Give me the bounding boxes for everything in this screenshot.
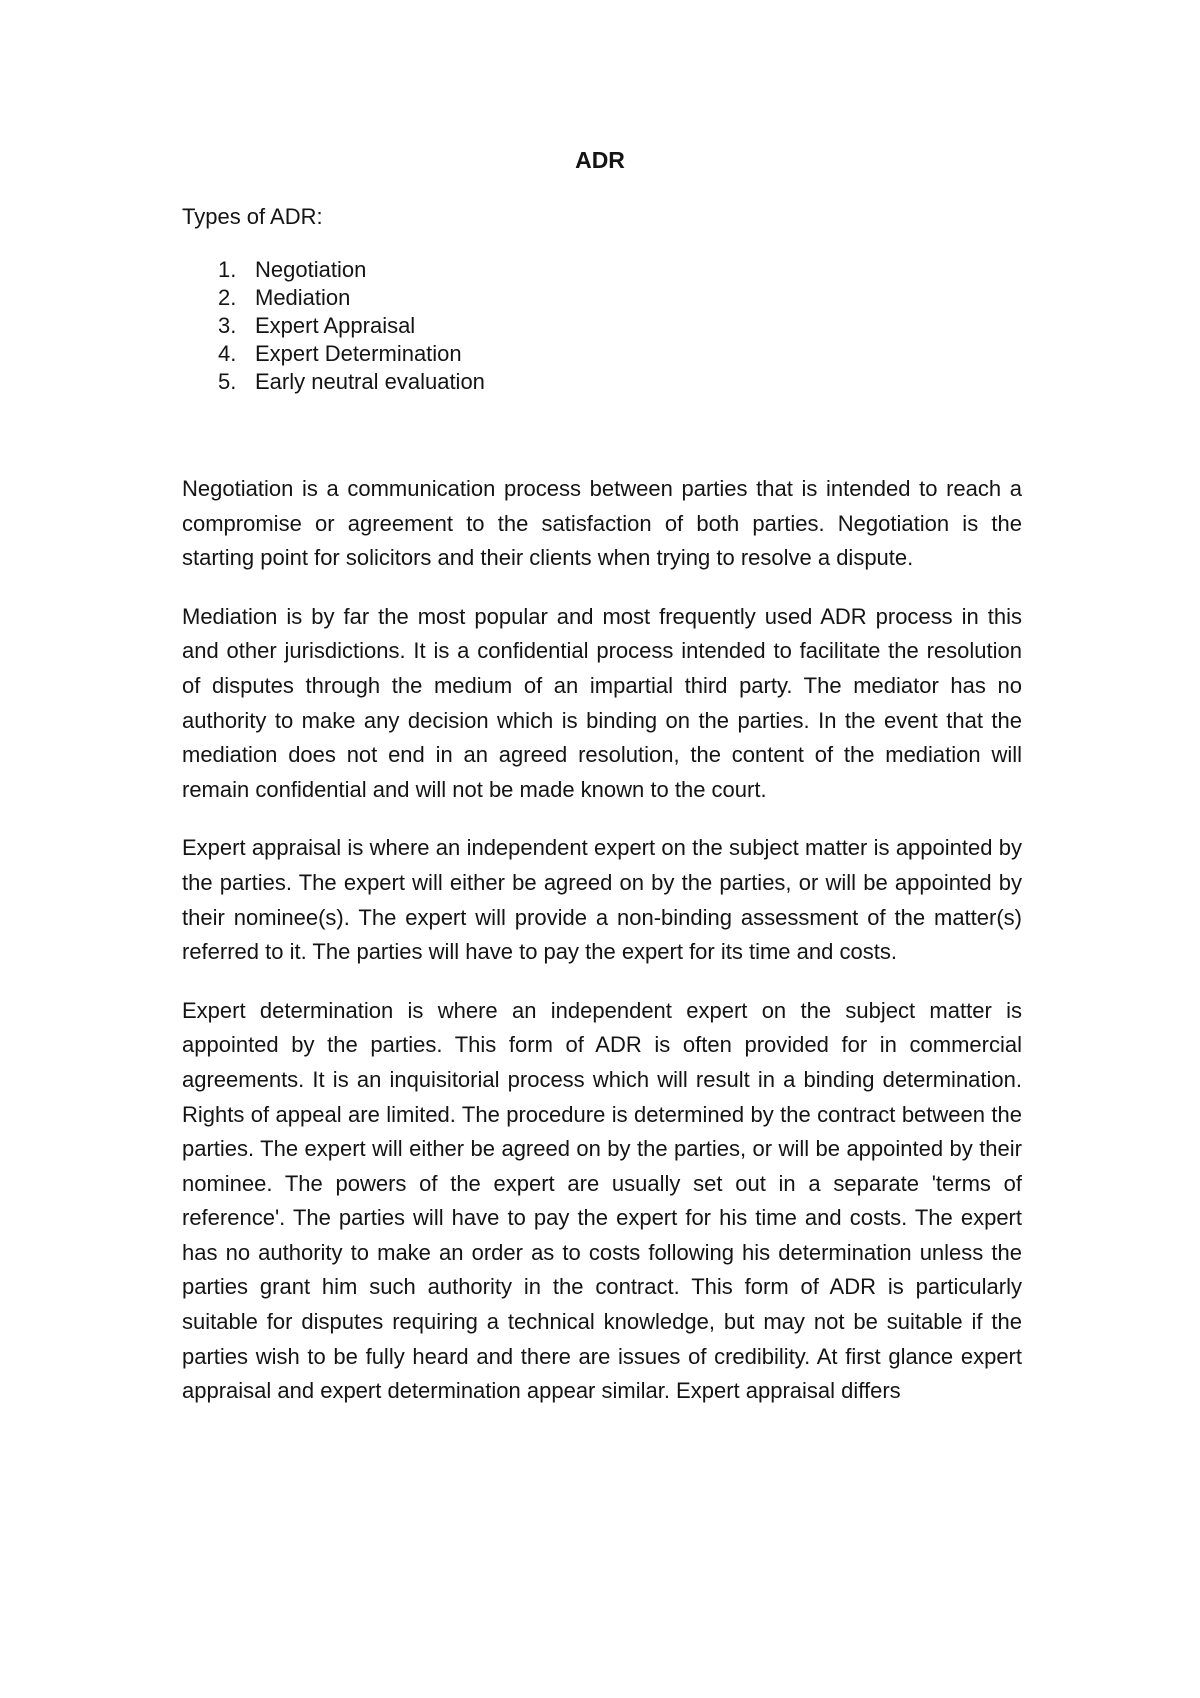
paragraph-mediation: Mediation is by far the most popular and most frequently used ADR process in this and other jurisdictions. It is a confidential process intended to facilitate the resolution of disputes through the medium of an impartial third party. The mediator has no authority to make any decision which is binding on the parties. In the event that the mediation does not end in an agreed resolution, the content of the mediation will remain confidential and will not be made known to the court. (182, 603, 1022, 802)
list-item-label: Expert Determination (255, 341, 462, 366)
types-label: Types of ADR: (182, 204, 323, 229)
list-item-label: Negotiation (255, 257, 367, 282)
paragraphs (182, 472, 1022, 1409)
list-item-label: Early neutral evaluation (255, 369, 485, 394)
list-item: 4. Expert Determination (218, 341, 462, 366)
types-list (182, 256, 1022, 396)
paragraph-negotiation: Negotiation is a communication process between parties that is intended to reach a compromise or agreement to the satisfaction of both parties. Negotiation is the starting point for solicitors and their clients when trying to resolve a dispute. (182, 476, 1022, 571)
list-item: 2. Mediation (218, 285, 351, 310)
list-item-label: Mediation (255, 285, 351, 310)
list-item-label: Expert Appraisal (255, 313, 416, 338)
list-item: 1. Negotiation (218, 257, 367, 282)
paragraph-expert-determination: Expert determination is where an independent expert on the subject matter is appointed by the parties. This form of ADR is often provided for in commercial agreements. It is an inquisitorial process which will result in a binding determination. Rights of appeal are limited. The procedure is determined by the contract between the parties. The expert will either be agreed on by the parties, or will be appointed by their nominee. The powers of the expert are usually set out in a separate 'terms of reference'. The parties will have to pay the expert for his time and costs. The expert has no authority to make an order as to costs following his determination unless the parties grant him such authority in the contract. This form of ADR is particularly suitable for disputes requiring a technical knowledge, but may not be suitable if the parties wish to be fully heard and there are issues of credibility. At first glance expert appraisal and expert determination appear similar. Expert appraisal differs (182, 997, 1022, 1404)
paragraph-expert-appraisal: Expert appraisal is where an independent expert on the subject matter is appointed by the parties. The expert will either be agreed on by the parties, or will be appointed by their nominee(s). The expert will provide a non-binding assessment of the matter(s) referred to it. The parties will have to pay the expert for its time and costs. (182, 835, 1022, 965)
document-title: ADR (575, 147, 625, 173)
document-body (182, 203, 1022, 1433)
list-item: 3. Expert Appraisal (218, 313, 416, 338)
list-item: 5. Early neutral evaluation (218, 369, 485, 394)
